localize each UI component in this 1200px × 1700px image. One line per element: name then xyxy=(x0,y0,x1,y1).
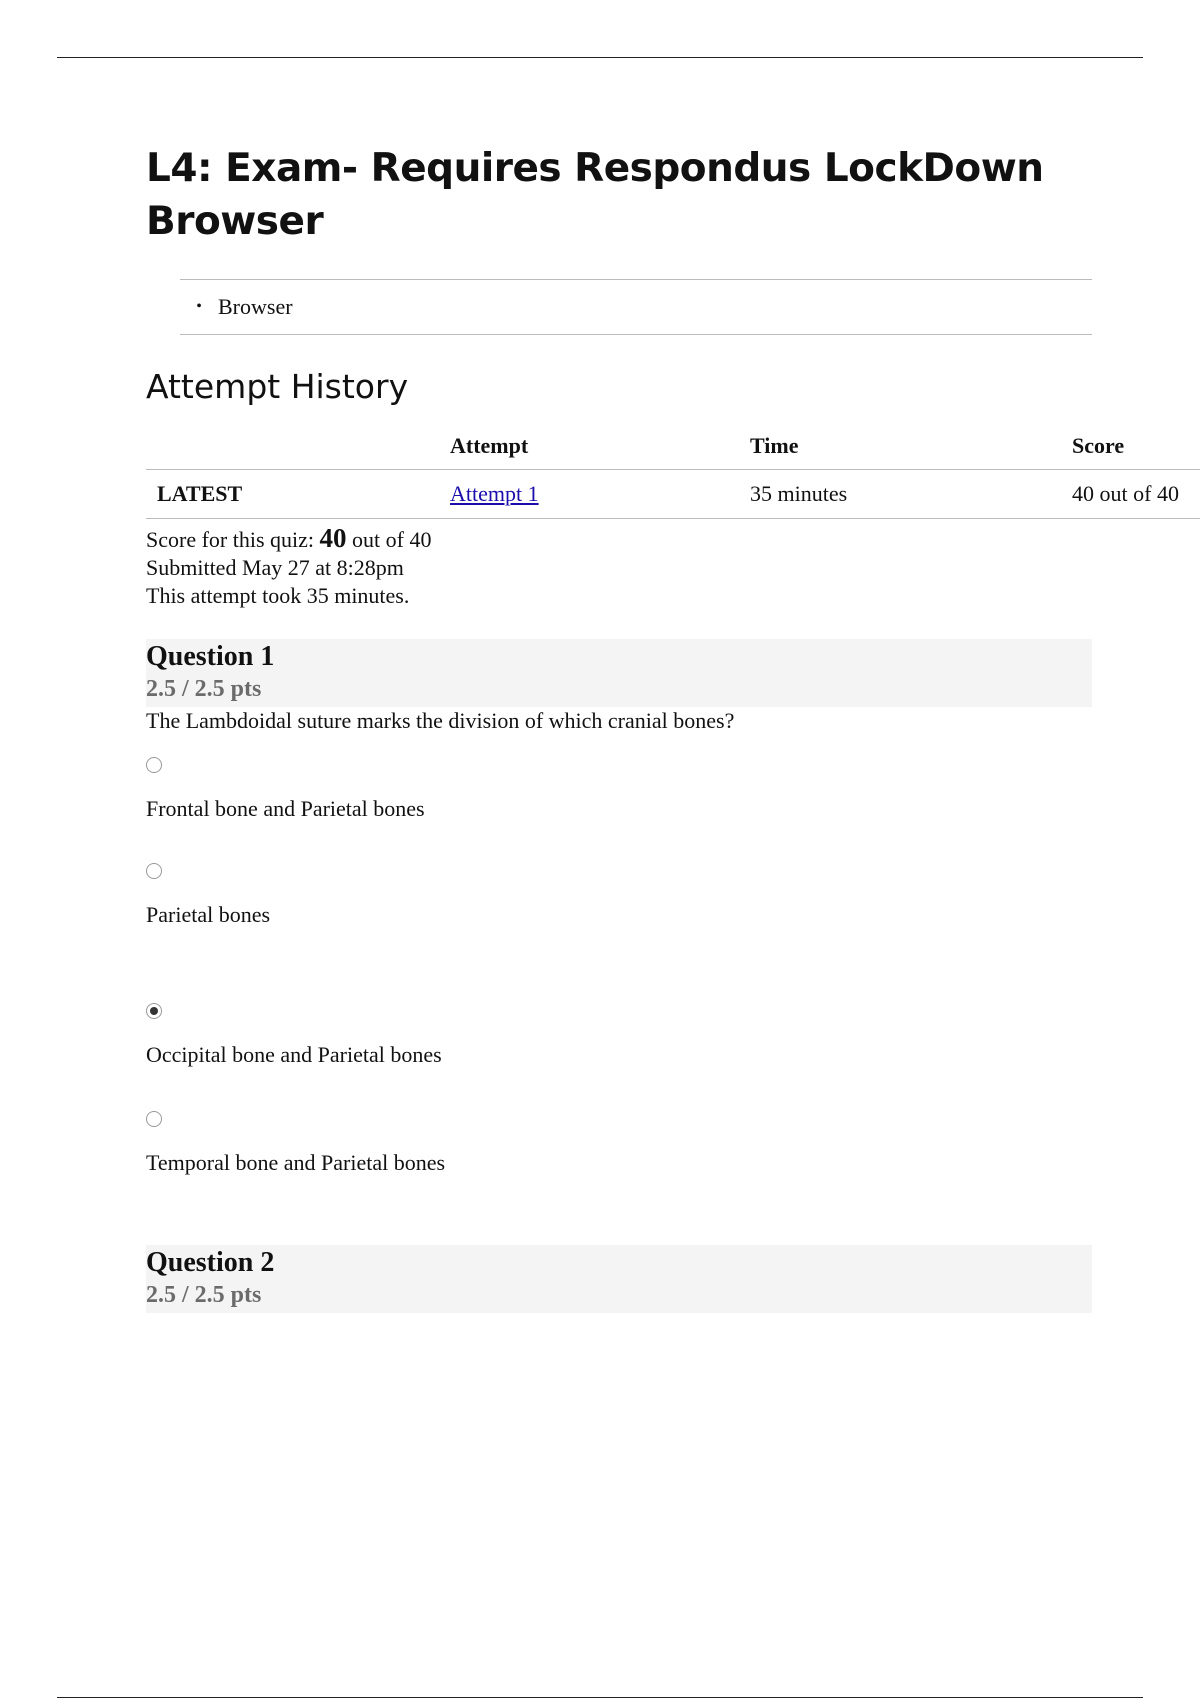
answer-option xyxy=(146,757,1200,823)
radio-button-selected[interactable] xyxy=(146,1003,162,1019)
column-header-attempt: Attempt xyxy=(450,433,750,470)
attempt-duration: This attempt took 35 minutes. xyxy=(146,583,410,608)
question-points: 2.5 / 2.5 pts xyxy=(146,1282,262,1308)
question-title: Question 2 xyxy=(146,1247,275,1278)
attempt-cell xyxy=(450,470,750,519)
table-header-row xyxy=(146,433,1200,470)
question-1-header xyxy=(146,639,1092,707)
bullet-icon: • xyxy=(196,298,202,315)
score-value: 40 xyxy=(319,523,347,553)
answer-text: Temporal bone and Parietal bones xyxy=(146,1150,446,1175)
radio-button[interactable] xyxy=(146,757,162,773)
attempt-1-link[interactable]: Attempt 1 xyxy=(450,481,539,506)
radio-button[interactable] xyxy=(146,1111,162,1127)
latest-label: LATEST xyxy=(146,470,450,519)
submitted-time: Submitted May 27 at 8:28pm xyxy=(146,555,404,580)
quiz-summary xyxy=(146,524,1200,610)
time-cell: 35 minutes xyxy=(750,470,1072,519)
answer-text: Frontal bone and Parietal bones xyxy=(146,796,425,821)
radio-button[interactable] xyxy=(146,863,162,879)
answer-option xyxy=(146,863,1200,929)
breadcrumb-item-browser[interactable]: Browser xyxy=(218,294,293,319)
question-title: Question 1 xyxy=(146,641,275,672)
answer-option xyxy=(146,1111,1200,1177)
attempt-history-table xyxy=(146,433,1200,519)
quiz-score xyxy=(146,524,1200,554)
breadcrumb xyxy=(180,279,1092,335)
score-prefix: Score for this quiz: xyxy=(146,527,320,552)
score-cell: 40 out of 40 xyxy=(1072,470,1200,519)
question-points: 2.5 / 2.5 pts xyxy=(146,676,262,702)
page-top-rule xyxy=(57,57,1143,58)
question-2-header xyxy=(146,1245,1092,1313)
answer-text: Parietal bones xyxy=(146,902,271,927)
column-header-blank xyxy=(146,433,450,470)
page-title: L4: Exam- Requires Respondus LockDown Browser xyxy=(146,146,1044,244)
quiz-page xyxy=(146,142,1200,1313)
column-header-time: Time xyxy=(750,433,1072,470)
answer-text: Occipital bone and Parietal bones xyxy=(146,1042,442,1067)
score-suffix: out of 40 xyxy=(346,527,432,552)
column-header-score: Score xyxy=(1072,433,1200,470)
answer-option xyxy=(146,1003,1200,1069)
table-row xyxy=(146,470,1200,519)
page-bottom-rule xyxy=(57,1697,1143,1698)
attempt-history-heading: Attempt History xyxy=(146,367,409,406)
question-text: The Lambdoidal suture marks the division of which cranial bones? xyxy=(146,708,735,733)
